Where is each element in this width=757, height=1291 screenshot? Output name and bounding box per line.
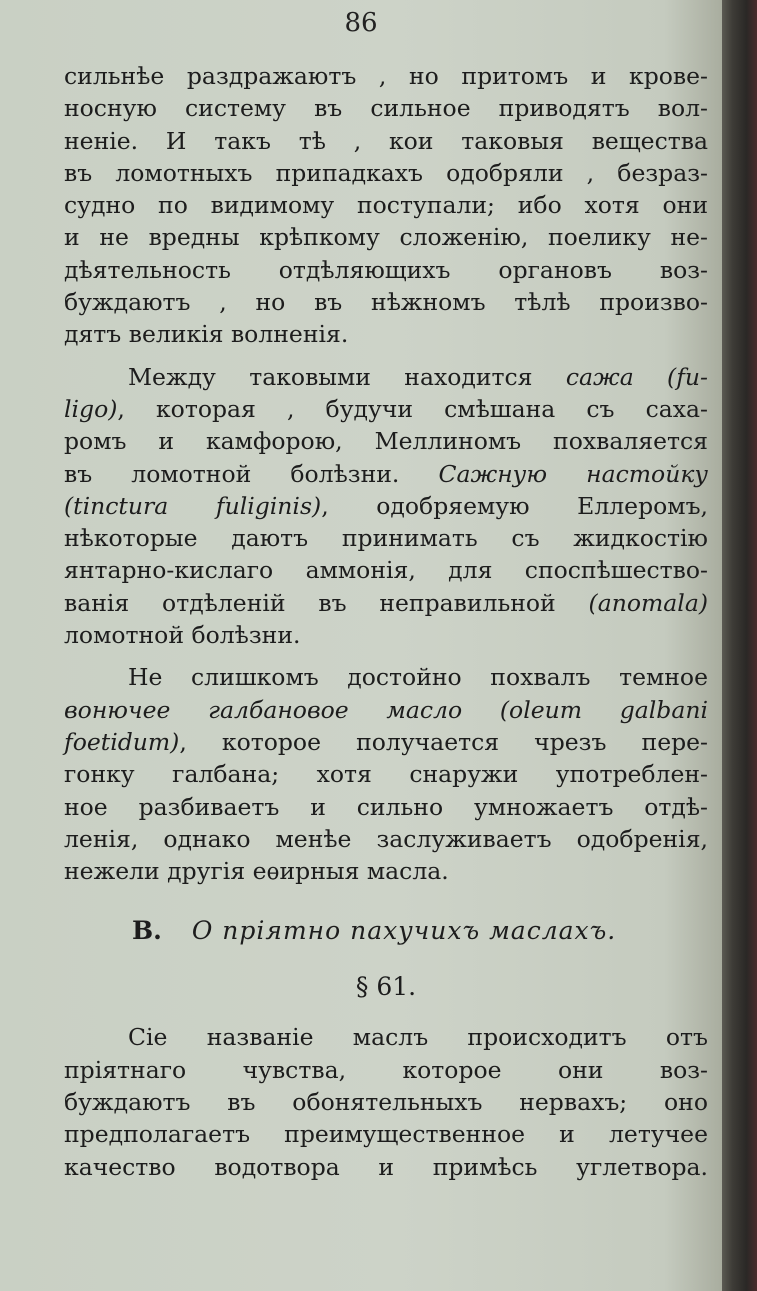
book-binding-edge [722,0,757,1291]
page-text [64,60,708,1183]
text-line [64,393,708,425]
text-line: ное разбиваетъ и сильно умножаетъ отдѣ- [64,792,708,821]
text-line [64,694,708,726]
heading-title: О пріятно пахучихъ маслахъ. [191,916,617,946]
italic-term: (oleum galbani [462,695,709,724]
text-line: буждаютъ въ обонятельныхъ нервахъ; оно [64,1088,708,1117]
text-run: , одобряемую Еллеромъ, [321,491,708,520]
paragraph-4 [64,1021,708,1182]
text-line: ленія, однако менѣе заслуживаетъ одобренія, [64,824,708,853]
italic-term: ligo) [64,394,118,423]
paragraph-1 [64,60,708,351]
text-line: ромъ и камфорою, Меллиномъ похваляется [64,427,708,456]
text-line [64,726,708,758]
text-line [64,490,708,522]
paragraph-3 [64,661,708,887]
text-line: предполагаетъ преимущественное и летучее [64,1120,708,1149]
text-line: сильнѣе раздражаютъ , но притомъ и крове- [64,62,708,90]
text-line: дятъ великія волненія. [64,320,349,349]
text-line [64,361,708,393]
text-run: , которое получается чрезъ пере- [179,727,708,756]
text-run: , которая , будучи смѣшана съ саха- [117,394,708,423]
text-line: въ ломотныхъ припадкахъ одобряли , безраз- [64,158,708,187]
text-line: качество водотвора и примѣсь углетвора. [64,1152,708,1181]
text-line: и не вредны крѣпкому сложенію, поелику не- [64,223,708,252]
text-line: пріятнаго чувства, которое они воз- [64,1055,708,1084]
paragraph-2 [64,361,708,652]
italic-term: foetidum) [64,727,180,756]
text-line: Сіе названіе маслъ происходитъ отъ [128,1023,708,1052]
text-line: судно по видимому поступали; ибо хотя они [64,191,708,220]
text-line [64,587,708,619]
italic-term: (anomala) [588,588,708,617]
text-line: Не слишкомъ достойно похвалъ темное [128,663,708,692]
text-line: неніе. И такъ тѣ , кои таковыя вещества [64,126,708,155]
text-line: носную систему въ сильное приводятъ вол- [64,94,708,123]
italic-term: Сажную настойку [438,459,708,488]
heading-letter: B. [132,916,162,946]
text-run: въ ломотной болѣзни. [64,459,439,488]
text-line: нѣкоторые даютъ принимать съ жидкостію [64,524,708,553]
text-run: Между таковыми находится [128,362,566,391]
section-number: § 61. [355,972,417,1002]
text-line: нежели другія еѳирныя масла. [64,857,449,886]
italic-term: (tinctura fuliginis) [64,491,322,520]
italic-term: вонючее галбановое масло [64,695,463,724]
italic-term: сажа (fu- [565,362,708,391]
page-number: 86 [344,8,378,38]
text-line [64,458,708,490]
text-line: ломотной болѣзни. [64,621,301,650]
text-line: буждаютъ , но въ нѣжномъ тѣлѣ произво- [64,288,708,317]
text-run: ванія отдѣленій въ неправильной [64,588,589,617]
subsection-heading [64,901,708,961]
text-line: дѣятельность отдѣляющихъ органовъ воз- [64,255,708,284]
text-line: гонку галбана; хотя снаружи употреблен- [64,760,708,789]
text-line: янтарно-кислаго аммонія, для споспѣшество- [64,556,708,585]
